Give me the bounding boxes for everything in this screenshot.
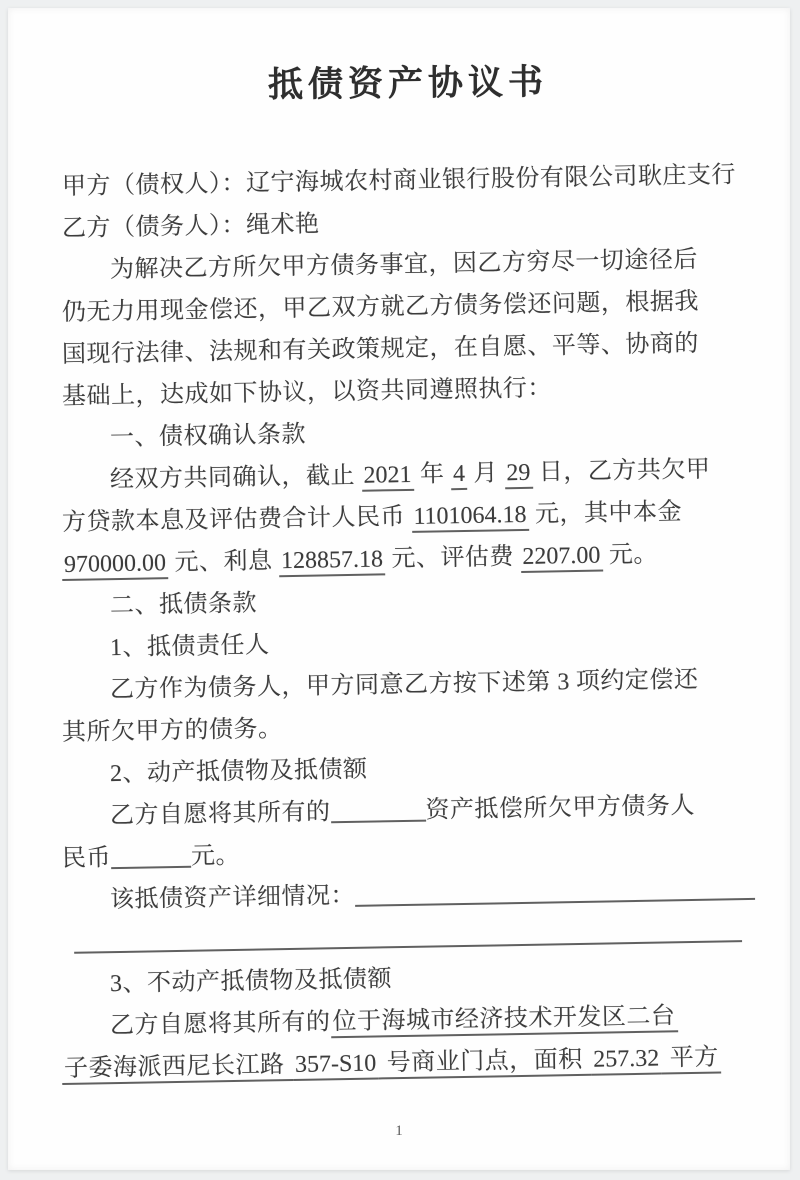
filled-month-value: 4 xyxy=(451,461,468,490)
text-segment: 乙方自愿将其所有的 xyxy=(109,1009,331,1040)
blank-field-detail-2 xyxy=(74,914,742,954)
text-segment: 基础上，达成如下协议，以资共同遵照执行： xyxy=(61,375,553,410)
filled-property-location-1: 位于海城市经济技术开发区二台 xyxy=(330,1003,677,1038)
text-segment: 1、抵债责任人 xyxy=(109,632,270,662)
document-body xyxy=(61,162,754,1090)
text-segment: 项约定偿还 xyxy=(569,666,699,696)
text-segment: 资产抵偿所欠甲方债务人 xyxy=(425,792,696,824)
text-segment: 乙方（债务人）：绳术艳 xyxy=(61,211,320,242)
text-segment: 经双方共同确认，截止 xyxy=(109,462,362,494)
text-segment: 2、动产抵债物及抵债额 xyxy=(109,756,368,788)
clause-number: 3 xyxy=(557,669,570,696)
filled-property-location-3: 号商业门点，面积 xyxy=(378,1047,591,1080)
text-segment: 该抵债资产详细情况： xyxy=(109,882,356,914)
text-segment: 仍无力用现金偿还，甲乙双方就乙方债务偿还问题，根据我 xyxy=(61,288,700,326)
text-segment: 月 xyxy=(466,460,505,487)
blank-field-detail-1 xyxy=(355,872,755,907)
filled-property-location-4: 平方 xyxy=(661,1045,721,1075)
document-content xyxy=(62,50,754,1090)
filled-area-value: 257.32 xyxy=(591,1046,661,1076)
text-segment: 元。 xyxy=(190,842,241,870)
filled-total-amount-value: 1101064.18 xyxy=(411,502,529,533)
document-title: 抵债资产协议书 xyxy=(267,62,549,105)
text-segment: 年 xyxy=(413,461,452,488)
filled-year-value: 2021 xyxy=(361,462,413,492)
blank-field-amount xyxy=(111,839,191,869)
text-segment: 元、利息 xyxy=(167,548,280,577)
filled-appraisal-fee-value: 2207.00 xyxy=(520,543,602,573)
text-segment: 甲方（债权人）：辽宁海城农村商业银行股份有限公司耿庄支行 xyxy=(61,162,737,200)
text-segment: 一、债权确认条款 xyxy=(109,421,307,452)
text-segment: 二、抵债条款 xyxy=(109,590,258,620)
text-segment: 乙方作为债务人，甲方同意乙方按下述第 xyxy=(109,669,558,704)
text-segment: 3、不动产抵债物及抵债额 xyxy=(109,966,393,998)
text-segment: 乙方自愿将其所有的 xyxy=(109,799,331,830)
text-segment: 日，乙方共欠甲 xyxy=(532,456,711,486)
text-segment: 元、评估费 xyxy=(384,544,521,573)
filled-street-number: 357-S10 xyxy=(293,1050,379,1080)
filled-interest-value: 128857.18 xyxy=(279,546,385,577)
blank-field-asset xyxy=(330,793,425,823)
filled-day-value: 29 xyxy=(504,460,533,489)
text-segment: 其所欠甲方的债务。 xyxy=(61,716,283,746)
filled-property-location-2: 子委海派西尼长江路 xyxy=(62,1052,293,1085)
filled-principal-value: 970000.00 xyxy=(62,550,168,581)
text-segment: 国现行法律、法规和有关政策规定，在自愿、平等、协商的 xyxy=(61,330,700,368)
text-segment: 方贷款本息及评估费合计人民币 xyxy=(61,503,412,536)
page-number: 1 xyxy=(395,1123,403,1139)
text-segment: 民币 xyxy=(61,845,112,872)
text-segment: 元。 xyxy=(602,541,659,569)
text-segment: 元，其中本金 xyxy=(528,499,683,528)
scanned-page xyxy=(8,8,790,1170)
text-segment: 为解决乙方所欠甲方债务事宜，因乙方穷尽一切途径后 xyxy=(109,246,699,284)
